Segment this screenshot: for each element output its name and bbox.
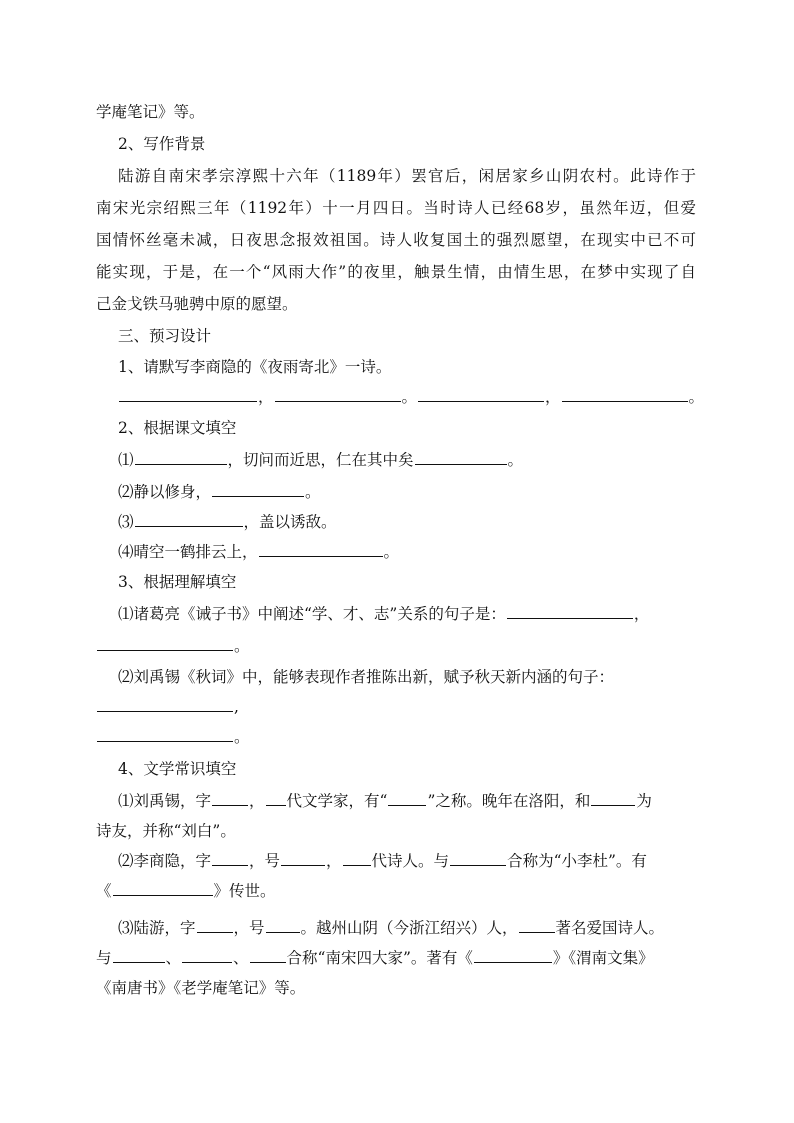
answer-blank[interactable] [343,851,371,866]
answer-blank[interactable] [474,948,552,963]
answer-blank[interactable] [275,387,401,402]
answer-blank[interactable] [197,918,233,933]
answer-blank[interactable] [415,450,507,465]
answer-blank[interactable] [212,791,248,806]
fill-in-line: ⑵李商隐，字 ，号 ， 代诗人。与 合称为“小李杜”。有 [118,852,647,870]
fill-in-line: ⑴刘禹锡，字 ， 代文学家，有“ ”之称。晚年在洛阳，和 为 [118,792,652,810]
answer-blank[interactable] [562,387,688,402]
fill-in-line: 与 、 、 合称“南宋四大家”。著有《 》《渭南文集》 [96,949,654,967]
fill-in-line: ⑴诸葛亮《诫子书》中阐述“学、才、志”关系的句子是： ， [118,605,650,623]
answer-blank[interactable] [97,697,233,712]
answer-blank[interactable] [591,791,635,806]
answer-blank[interactable] [113,881,213,896]
fill-in-line: 。 [96,636,250,656]
answer-blank[interactable] [182,948,232,963]
answer-blank[interactable] [418,387,544,402]
paragraph-line: 南宋光宗绍熙三年（1192年）十一月四日。当时诗人已经68岁，虽然年迈，但爱 [96,199,696,217]
answer-blank[interactable] [266,791,286,806]
text-line: 诗友，并称“刘白”。 [96,822,236,840]
fill-in-line: ⑵静以修身， 。 [118,483,321,501]
answer-blank[interactable] [135,450,227,465]
question-line: ⑵刘禹锡《秋词》中，能够表现作者推陈出新，赋予秋天新内涵的句子： [118,668,615,686]
paragraph-line: 己金戈铁马驰骋中原的愿望。 [96,295,298,313]
answer-blanks-row: ， 。 ， 。 [118,387,704,407]
fill-in-line: ⑶陆游，字 ，号 。越州山阴（今浙江绍兴）人， 著名爱国诗人。 [118,919,665,937]
answer-blank[interactable] [212,851,248,866]
paragraph-line: 能实现，于是，在一个“风雨大作”的夜里，触景生情，由情生思，在梦中实现了自 [96,263,696,281]
fill-in-line: 。 [96,727,250,747]
section-heading: 三、预习设计 [118,327,212,345]
answer-blank[interactable] [266,918,300,933]
section-heading: 2、根据课文填空 [118,419,237,437]
answer-blank[interactable] [119,387,257,402]
section-heading: 2、写作背景 [118,135,206,153]
fill-in-line: ⑶ ，盖以诱敌。 [118,513,337,531]
answer-blank[interactable] [281,851,325,866]
answer-blank[interactable] [507,604,633,619]
answer-blank[interactable] [388,791,426,806]
section-heading: 4、文学常识填空 [118,760,237,778]
answer-blank[interactable] [212,482,304,497]
answer-blank[interactable] [450,851,506,866]
fill-in-line: 《 》传世。 [96,882,276,900]
fill-in-line: ⑷晴空一鹤排云上， 。 [118,543,400,561]
text-line: 《南唐书》《老学庵笔记》等。 [96,979,306,997]
paragraph-line: 陆游自南宋孝宗淳熙十六年（1189年）罢官后，闲居家乡山阴农村。此诗作于 [118,167,696,185]
fill-in-line: , [96,697,239,717]
answer-blank[interactable] [113,948,165,963]
question-line: 1、请默写李商隐的《夜雨寄北》一诗。 [118,358,392,376]
paragraph-line: 国情怀丝毫未减，日夜思念报效祖国。诗人收复国土的强烈愿望，在现实中已不可 [96,231,696,249]
text-line: 学庵笔记》等。 [96,103,205,121]
answer-blank[interactable] [97,636,233,651]
answer-blank[interactable] [519,918,555,933]
answer-blank[interactable] [135,512,243,527]
answer-blank[interactable] [259,542,383,557]
section-heading: 3、根据理解填空 [118,573,237,591]
fill-in-line: ⑴ ，切问而近思，仁在其中矣 。 [118,451,524,469]
answer-blank[interactable] [97,727,233,742]
answer-blank[interactable] [250,948,286,963]
